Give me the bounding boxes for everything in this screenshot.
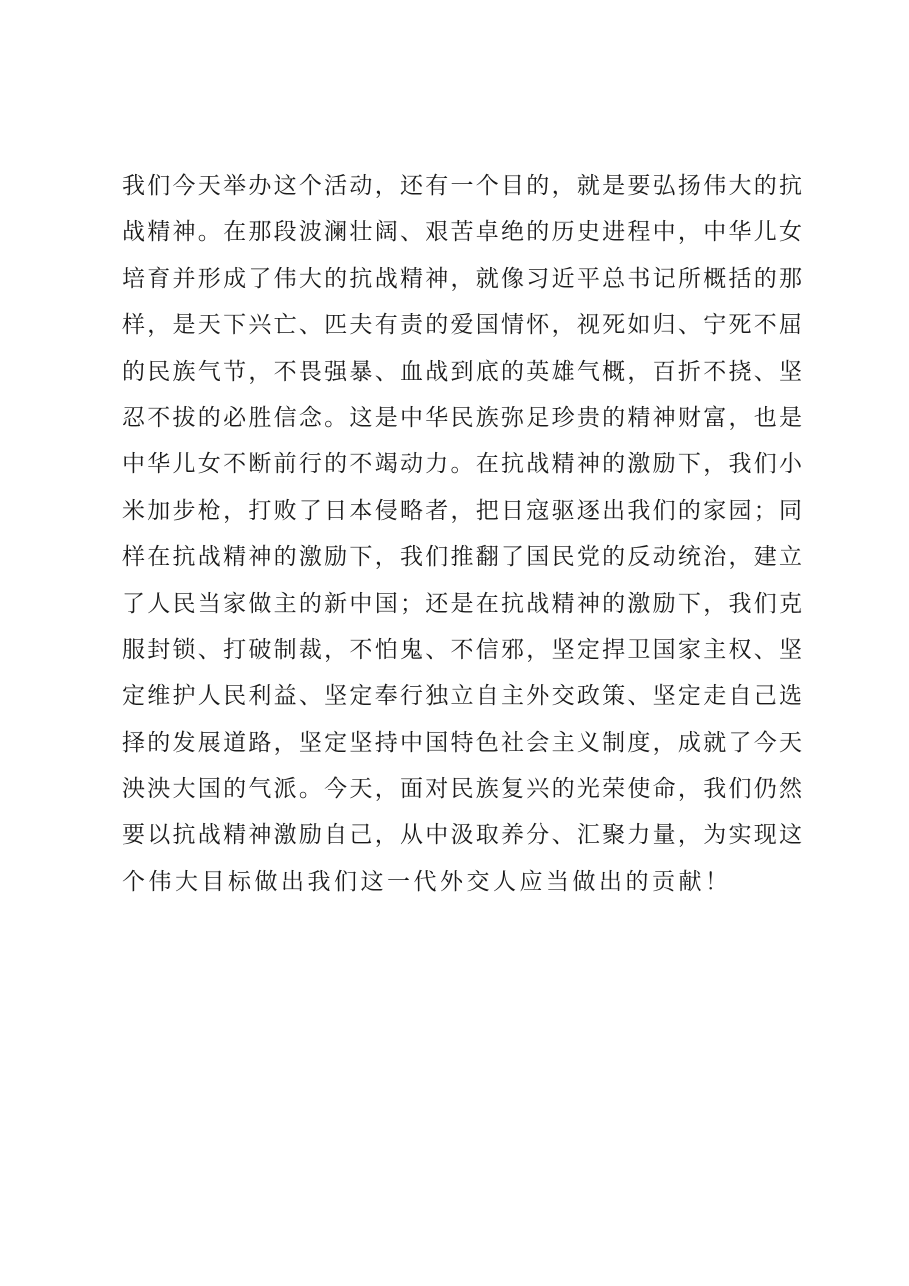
body-paragraph [122,163,802,905]
text-line-13: 择的发展道路，坚定坚持中国特色社会主义制度，成就了今天 [122,729,802,756]
text-line-6: 忍不拔的必胜信念。这是中华民族弥足珍贵的精神财富，也是 [122,404,802,431]
text-line-5: 的民族气节，不畏强暴、血战到底的英雄气概，百折不挠、坚 [122,358,802,385]
text-line-12: 定维护人民利益、坚定奉行独立自主外交政策、坚定走自己选 [122,683,802,710]
text-line-3: 培育并形成了伟大的抗战精神，就像习近平总书记所概括的那 [122,265,802,292]
text-line-7: 中华儿女不断前行的不竭动力。在抗战精神的激励下，我们小 [122,451,802,478]
text-line-11: 服封锁、打破制裁，不怕鬼、不信邪，坚定捍卫国家主权、坚 [122,636,802,663]
text-line-2: 战精神。在那段波澜壮阔、艰苦卓绝的历史进程中，中华儿女 [122,219,802,246]
text-line-1: 我们今天举办这个活动，还有一个目的，就是要弘扬伟大的抗 [122,173,802,199]
text-line-10: 了人民当家做主的新中国；还是在抗战精神的激励下，我们克 [122,590,802,617]
text-line-14: 泱泱大国的气派。今天，面对民族复兴的光荣使命，我们仍然 [122,776,802,803]
text-line-16: 个伟大目标做出我们这一代外交人应当做出的贡献！ [122,868,732,895]
text-line-8: 米加步枪，打败了日本侵略者，把日寇驱逐出我们的家园；同 [122,497,802,524]
text-line-4: 样，是天下兴亡、匹夫有责的爱国情怀，视死如归、宁死不屈 [122,312,802,339]
text-line-15: 要以抗战精神激励自己，从中汲取养分、汇聚力量，为实现这 [122,822,802,849]
text-line-9: 样在抗战精神的激励下，我们推翻了国民党的反动统治，建立 [122,544,802,571]
